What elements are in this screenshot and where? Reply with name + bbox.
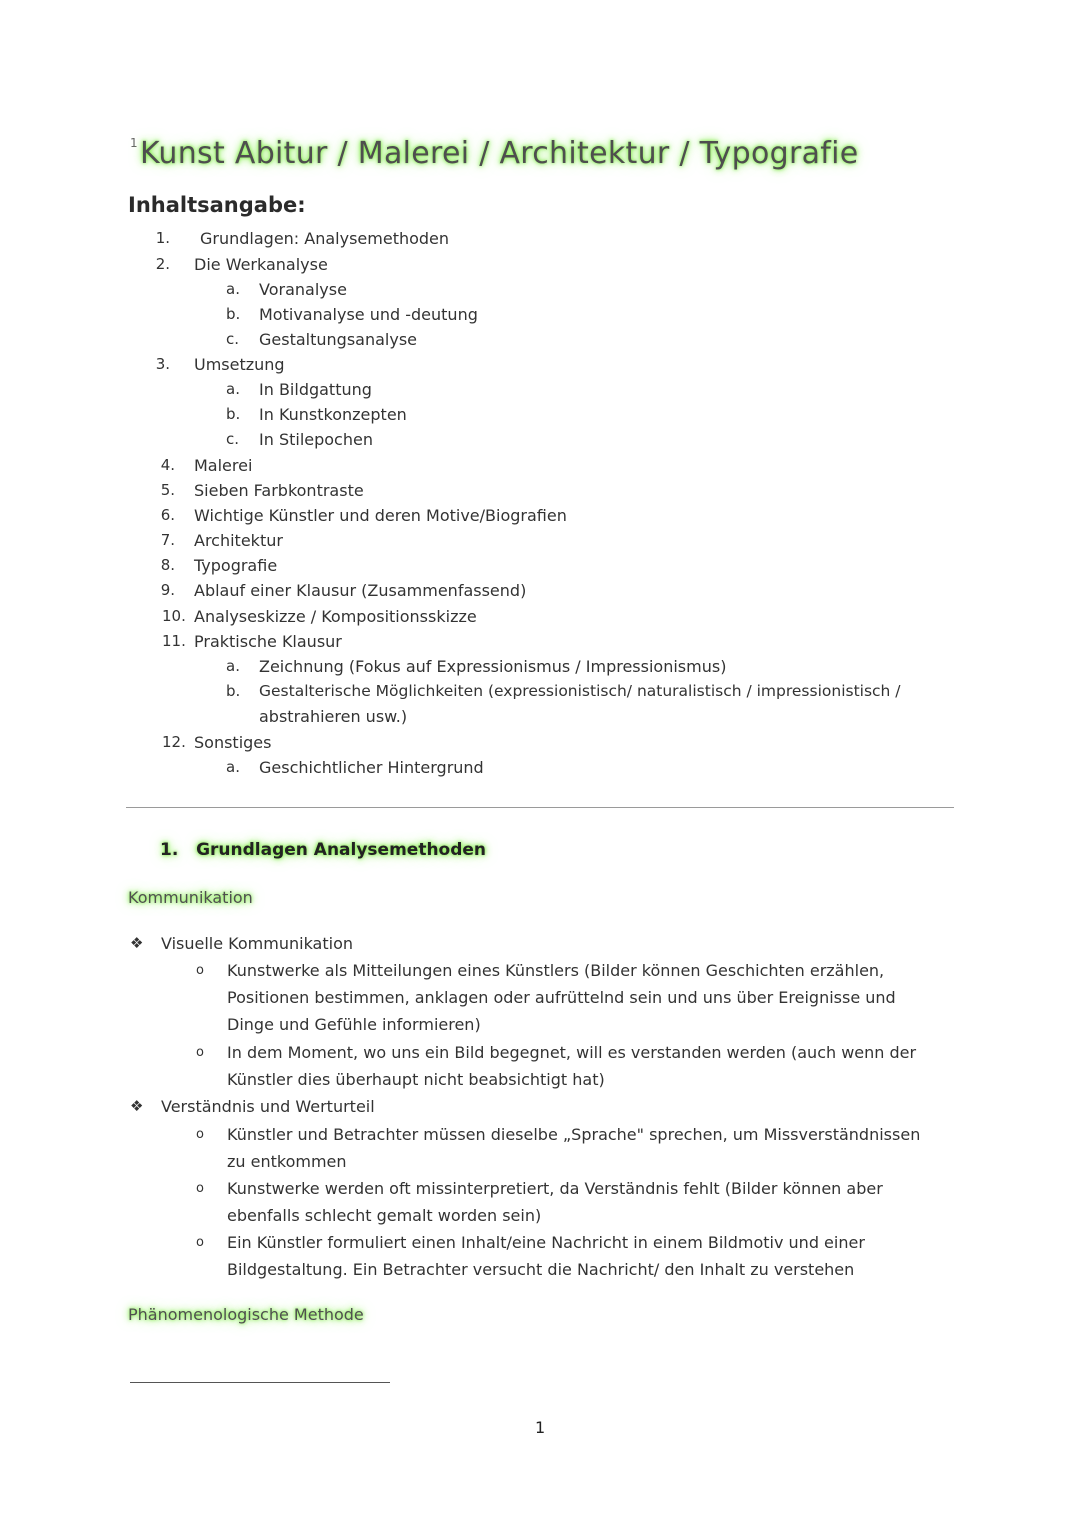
subheading-kommunikation: Kommunikation <box>128 888 253 907</box>
diamond-bullet-icon: ❖ <box>130 1097 144 1115</box>
section-title: Grundlagen Analysemethoden <box>196 840 487 860</box>
toc-subitem: Voranalyse <box>259 280 347 299</box>
toc-item: Umsetzung <box>194 355 285 374</box>
toc-number: 5. <box>160 481 175 499</box>
toc-subitem: Motivanalyse und -deutung <box>259 305 478 324</box>
bullet-line: Künstler dies überhaupt nicht beabsichtigt hat) <box>227 1070 605 1089</box>
section-heading <box>160 840 486 860</box>
bullet-line: Kunstwerke werden oft missinterpretiert, da Verständnis fehlt (Bilder können aber <box>227 1179 883 1198</box>
bullet-line: In dem Moment, wo uns ein Bild begegnet, will es verstanden werden (auch wenn der <box>227 1043 917 1062</box>
toc-letter: c. <box>226 330 240 348</box>
document-title <box>130 136 859 171</box>
circle-bullet-icon: o <box>196 1181 204 1196</box>
page-number: 1 <box>535 1418 546 1437</box>
toc-letter: b. <box>226 305 241 323</box>
circle-bullet-icon: o <box>196 1235 204 1250</box>
toc-item: Analyseskizze / Kompositionsskizze <box>194 607 477 626</box>
toc-number: 1. <box>155 229 170 247</box>
toc-letter: a. <box>226 280 240 298</box>
document-title-text: Kunst Abitur / Malerei / Architektur / Typografie <box>139 136 859 171</box>
toc-letter: b. <box>226 682 241 700</box>
toc-letter: a. <box>226 380 240 398</box>
bullet-line: Ein Künstler formuliert einen Inhalt/eine Nachricht in einem Bildmotiv und einer <box>227 1233 865 1252</box>
toc-item: Grundlagen: Analysemethoden <box>200 229 450 248</box>
toc-item: Die Werkanalyse <box>194 255 328 274</box>
toc-number: 7. <box>160 531 175 549</box>
toc-number: 4. <box>160 456 175 474</box>
bullet-line: ebenfalls schlecht gemalt worden sein) <box>227 1206 542 1225</box>
bullet-line: Kunstwerke als Mitteilungen eines Künstlers (Bilder können Geschichten erzählen, <box>227 961 885 980</box>
footnote-marker: 1 <box>130 136 138 150</box>
toc-item: Architektur <box>194 531 283 550</box>
toc-letter: a. <box>226 758 240 776</box>
toc-item: Wichtige Künstler und deren Motive/Biografien <box>194 506 567 525</box>
toc-subitem: Gestaltungsanalyse <box>259 330 417 349</box>
bullet-line: Bildgestaltung. Ein Betrachter versucht die Nachricht/ den Inhalt zu verstehen <box>227 1260 855 1279</box>
bullet-line: Künstler und Betrachter müssen dieselbe „Sprache" sprechen, um Missverständnissen <box>227 1125 921 1144</box>
diamond-bullet-icon: ❖ <box>130 934 144 952</box>
toc-number: 11. <box>162 632 186 650</box>
toc-number: 9. <box>160 581 175 599</box>
section-number: 1. <box>160 840 179 860</box>
toc-letter: b. <box>226 405 241 423</box>
toc-item: Sonstiges <box>194 733 272 752</box>
toc-number: 6. <box>160 506 175 524</box>
subheading-phaenomenologische-methode: Phänomenologische Methode <box>128 1305 364 1324</box>
toc-subitem: Geschichtlicher Hintergrund <box>259 758 484 777</box>
bullet-line: Dinge und Gefühle informieren) <box>227 1015 481 1034</box>
bullet-line: zu entkommen <box>227 1152 347 1171</box>
circle-bullet-icon: o <box>196 1045 204 1060</box>
toc-subitem: In Bildgattung <box>259 380 372 399</box>
circle-bullet-icon: o <box>196 963 204 978</box>
toc-number: 8. <box>160 556 175 574</box>
toc-subitem: In Stilepochen <box>259 430 373 449</box>
toc-subitem: In Kunstkonzepten <box>259 405 407 424</box>
bullet-line: Positionen bestimmen, anklagen oder aufrüttelnd sein und uns über Ereignisse und <box>227 988 896 1007</box>
toc-number: 3. <box>155 355 170 373</box>
toc-number: 10. <box>162 607 186 625</box>
toc-heading: Inhaltsangabe: <box>128 193 306 217</box>
toc-number: 2. <box>155 255 170 273</box>
toc-letter: c. <box>226 430 240 448</box>
toc-item: Sieben Farbkontraste <box>194 481 364 500</box>
toc-item: Typografie <box>194 556 278 575</box>
toc-item: Ablauf einer Klausur (Zusammenfassend) <box>194 581 527 600</box>
toc-subitem: Gestalterische Möglichkeiten (expressionistisch/ naturalistisch / impressionistisch / <box>259 682 901 700</box>
toc-letter: a. <box>226 657 240 675</box>
toc-item: Praktische Klausur <box>194 632 342 651</box>
toc-subitem-continuation: abstrahieren usw.) <box>259 707 408 726</box>
footnote-divider <box>130 1382 390 1383</box>
bullet-label: Verständnis und Werturteil <box>161 1097 375 1116</box>
toc-number: 12. <box>162 733 186 751</box>
circle-bullet-icon: o <box>196 1127 204 1142</box>
horizontal-divider <box>126 807 954 808</box>
toc-subitem: Zeichnung (Fokus auf Expressionismus / Impressionismus) <box>259 657 727 676</box>
bullet-label: Visuelle Kommunikation <box>161 934 353 953</box>
toc-item: Malerei <box>194 456 253 475</box>
